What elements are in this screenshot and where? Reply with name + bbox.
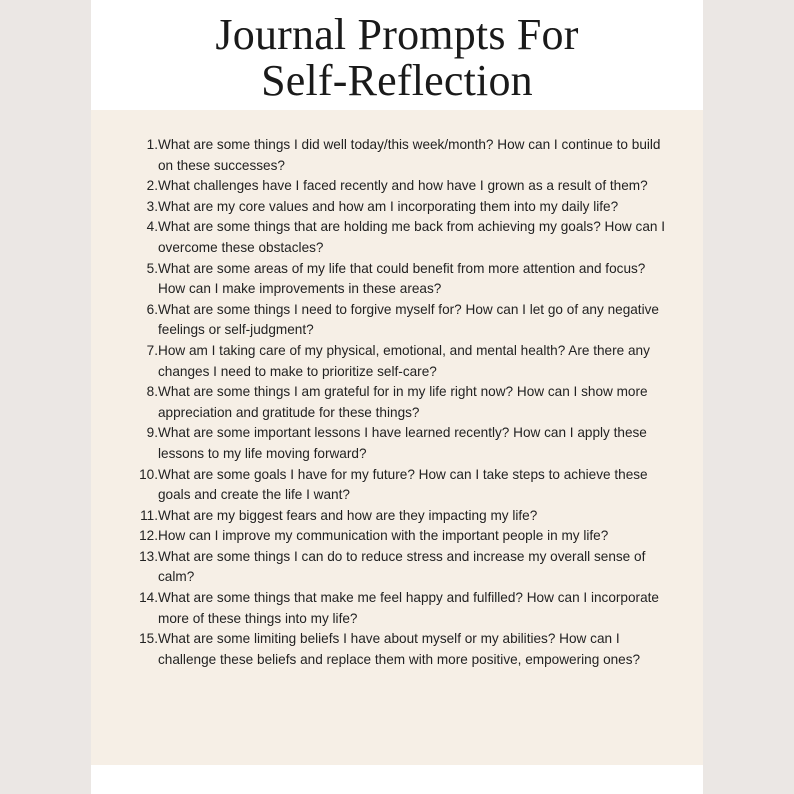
list-item — [139, 506, 669, 527]
title-line-1: Journal Prompts For — [215, 10, 579, 59]
prompt-number: 4. — [146, 219, 158, 235]
list-item — [139, 300, 669, 341]
prompt-number: 10. — [139, 466, 158, 482]
prompt-text: What are my biggest fears and how are they impacting my life? — [158, 507, 538, 523]
list-item — [139, 588, 669, 629]
list-item — [139, 259, 669, 300]
prompt-panel — [91, 110, 703, 765]
prompt-number: 8. — [146, 384, 158, 400]
prompt-number: 12. — [139, 528, 158, 544]
list-item — [139, 135, 669, 176]
prompt-number: 1. — [146, 137, 158, 152]
prompt-list — [139, 135, 669, 670]
journal-page — [91, 0, 703, 794]
prompt-number: 6. — [146, 301, 158, 317]
prompt-number: 5. — [146, 260, 158, 276]
list-item — [139, 526, 669, 547]
prompt-number: 15. — [139, 631, 158, 647]
prompt-text: What are some limiting beliefs I have about myself or my abilities? How can I challenge these beliefs and replace them with more positive, empowering ones? — [158, 631, 641, 667]
prompt-text: What are some things I am grateful for in my life right now? How can I show more appreciation and gratitude for these things? — [158, 384, 648, 420]
prompt-number: 13. — [139, 548, 158, 564]
prompt-text: What are some things I need to forgive myself for? How can I let go of any negative feelings or self-judgment? — [158, 301, 659, 338]
list-item — [139, 217, 669, 258]
page-title — [91, 0, 703, 104]
list-item — [139, 382, 669, 423]
prompt-text: What are some important lessons I have learned recently? How can I apply these lessons to my life moving forward? — [158, 425, 647, 461]
list-item — [139, 465, 669, 506]
list-item — [139, 423, 669, 464]
list-item — [139, 341, 669, 382]
prompt-text: What are some things that are holding me back from achieving my goals? How can I overcome these obstacles? — [158, 219, 665, 255]
list-item — [139, 197, 669, 218]
prompt-text: What are some things I did well today/this week/month? How can I continue to build on these successes? — [158, 137, 661, 173]
prompt-text: What are some goals I have for my future? How can I take steps to achieve these goals and create the life I want? — [158, 466, 648, 503]
prompt-number: 2. — [146, 178, 158, 194]
prompt-text: What are some things I can do to reduce stress and increase my overall sense of calm? — [158, 548, 646, 585]
list-item — [139, 629, 669, 670]
prompt-number: 14. — [139, 590, 158, 606]
prompt-text: What challenges have I faced recently and how have I grown as a result of them? — [158, 178, 648, 194]
prompt-text: How am I taking care of my physical, emotional, and mental health? Are there any changes I need to make to prioritize self-care? — [158, 342, 650, 379]
prompt-text: How can I improve my communication with the important people in my life? — [158, 528, 609, 544]
prompt-number: 3. — [146, 198, 158, 214]
list-item — [139, 176, 669, 197]
prompt-text: What are some things that make me feel happy and fulfilled? How can I incorporate more of these things into my life? — [158, 590, 659, 626]
prompt-text: What are my core values and how am I incorporating them into my daily life? — [158, 198, 619, 214]
list-item — [139, 547, 669, 588]
prompt-number: 11. — [140, 507, 158, 523]
prompt-number: 7. — [146, 342, 158, 358]
title-line-2: Self-Reflection — [261, 56, 533, 105]
prompt-text: What are some areas of my life that could benefit from more attention and focus? How can I make improvements in these areas? — [158, 260, 646, 297]
prompt-number: 9. — [146, 425, 158, 441]
